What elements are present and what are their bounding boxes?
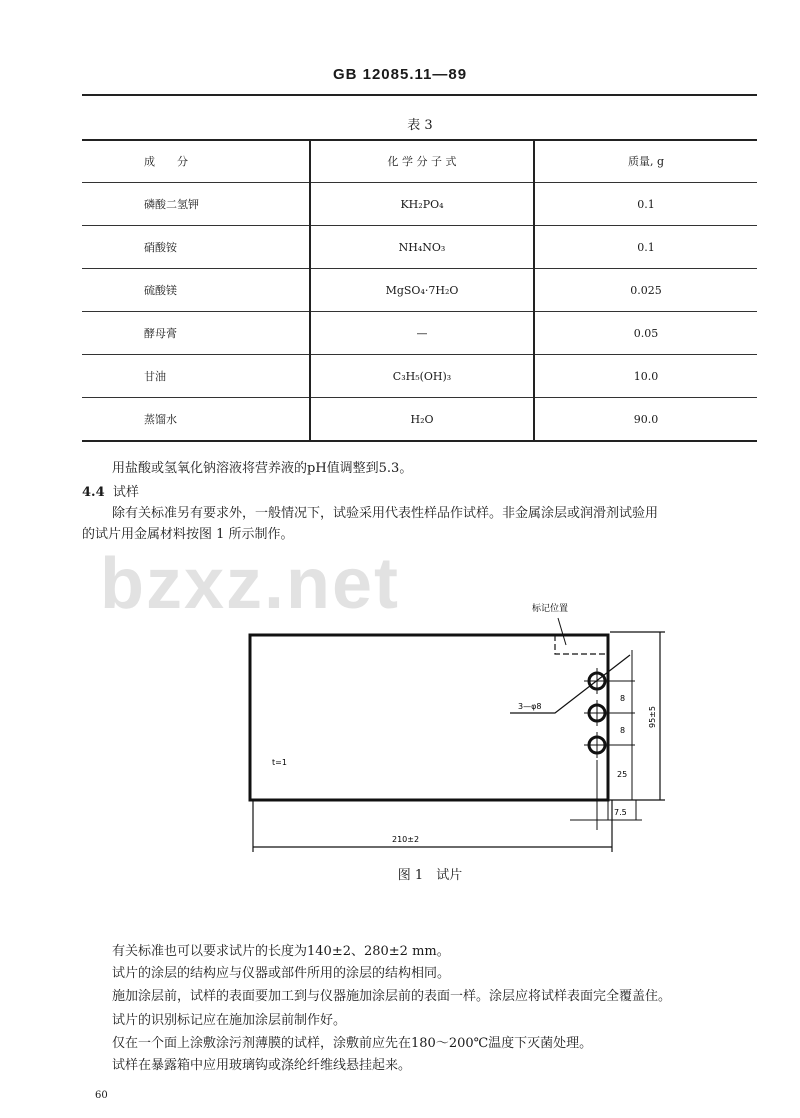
section-title: 试样 [112, 485, 139, 500]
column-header: 质量, g [534, 140, 757, 183]
watermark: bzxz.net [100, 544, 401, 624]
mark-position-label: 标记位置 [532, 604, 569, 614]
holes-label: 3—φ8 [518, 702, 542, 711]
paragraph-line: 有关标准也可以要求试片的长度为140±2、280±2 mm。 [112, 944, 450, 959]
cell: 0.025 [534, 269, 757, 312]
cell: 0.1 [534, 226, 757, 269]
cell: MgSO₄·7H₂O [310, 269, 534, 312]
ph-note: 用盐酸或氢氧化钠溶液将营养液的pH值调整到5.3。 [112, 461, 413, 476]
thickness-label: t=1 [272, 758, 287, 767]
length-dimension: 210±2 [392, 835, 420, 844]
test-piece-outline [250, 635, 608, 800]
paragraph-line: 试片的涂层的结构应与仪器或部件所用的涂层的结构相同。 [112, 966, 451, 981]
paragraph-line: 试片的识别标记应在施加涂层前制作好。 [112, 1013, 347, 1028]
paragraph-line: 试样在暴露箱中应用玻璃钩或涤纶纤维线悬挂起来。 [112, 1058, 412, 1073]
standard-code-header: GB 12085.11—89 [332, 66, 468, 83]
cell: 甘油 [82, 355, 310, 398]
cell: 0.1 [534, 183, 757, 226]
cell: 0.05 [534, 312, 757, 355]
mark-position-area [555, 635, 605, 654]
cell: NH₄NO₃ [310, 226, 534, 269]
paragraph-line: 仅在一个面上涂敷涂污剂薄膜的试样，涂敷前应先在180～200℃温度下灭菌处理。 [112, 1036, 593, 1051]
paragraph-line: 施加涂层前，试样的表面要加工到与仪器施加涂层前的表面一样。涂层应将试样表面完全覆盖住。 [112, 989, 672, 1004]
cell: H₂O [310, 398, 534, 442]
section-number: 4.4 [82, 485, 105, 500]
edge-dimension: 7.5 [614, 808, 627, 817]
cell: 硫酸镁 [82, 269, 310, 312]
spacing-label: 8 [620, 694, 626, 703]
cell: 酵母膏 [82, 312, 310, 355]
cell: KH₂PO₄ [310, 183, 534, 226]
height-dimension: 95±5 [648, 706, 657, 728]
cell: 90.0 [534, 398, 757, 442]
cell: — [310, 312, 534, 355]
cell: C₃H₅(OH)₃ [310, 355, 534, 398]
table-title: 表 3 [407, 118, 433, 133]
page-number: 60 [95, 1090, 108, 1101]
cell: 硝酸铵 [82, 226, 310, 269]
cell: 10.0 [534, 355, 757, 398]
paragraph-line: 除有关标准另有要求外，一般情况下，试验采用代表性样品作试样。非金属涂层或润滑剂试验用 [112, 506, 659, 521]
column-header: 成 分 [82, 140, 310, 183]
spacing-label: 8 [620, 726, 626, 735]
paragraph-line: 的试片用金属材料按图 1 所示制作。 [82, 527, 294, 542]
cell: 磷酸二氢钾 [82, 183, 310, 226]
spacing-label: 25 [617, 770, 628, 779]
figure-caption: 图 1 试片 [397, 868, 463, 883]
cell: 蒸馏水 [82, 398, 310, 442]
column-header: 化 学 分 子 式 [310, 140, 534, 183]
